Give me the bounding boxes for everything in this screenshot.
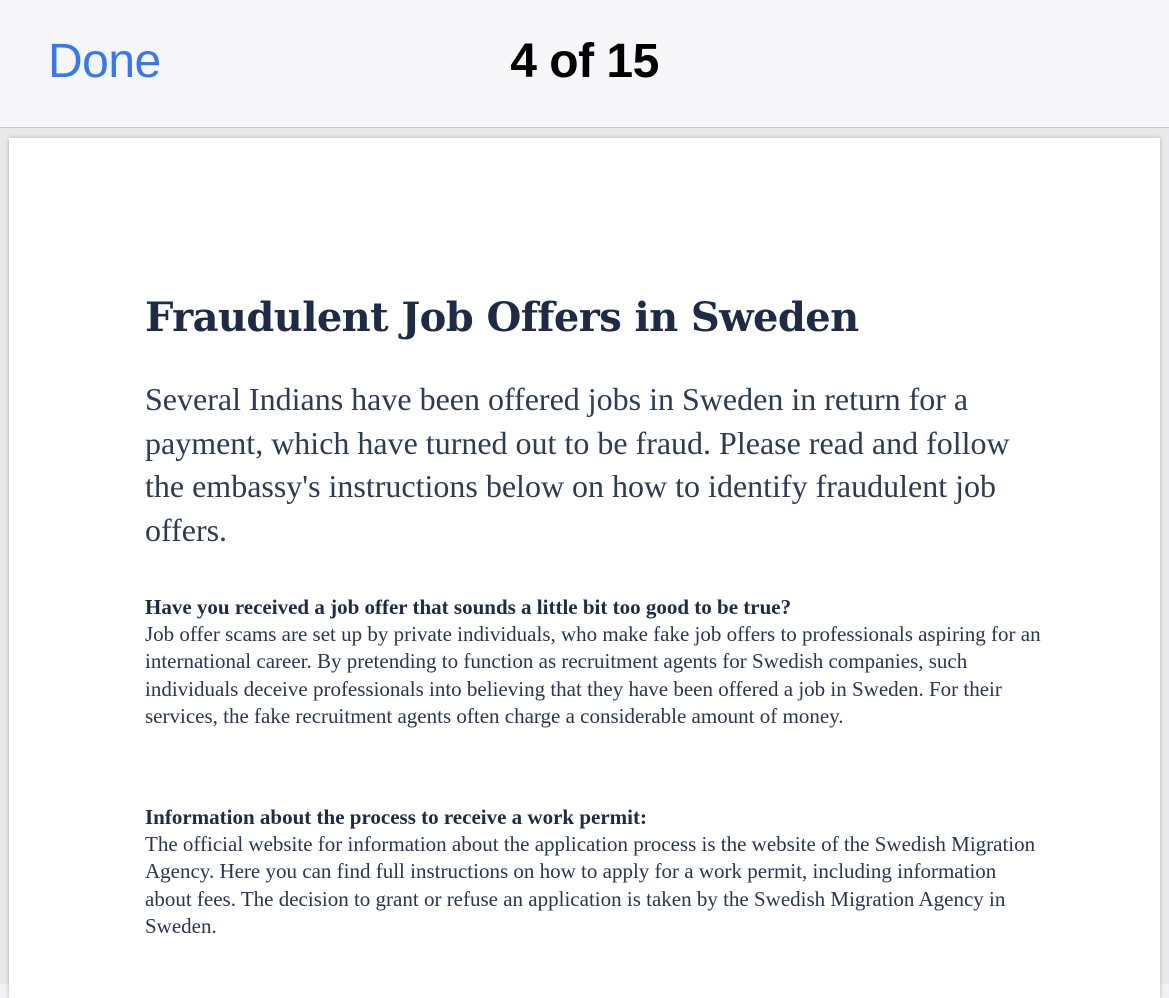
document-page <box>9 138 1160 998</box>
section-heading: Have you received a job offer that sounds a little bit too good to be true? <box>145 595 792 619</box>
document-viewer[interactable] <box>0 128 1169 984</box>
page-counter: 4 of 15 <box>510 35 659 88</box>
section-body: Job offer scams are set up by private individuals, who make fake job offers to professionals aspiring for an international career. By pretending to function as recruitment agents for Swedish companies, such individuals deceive professionals into believing that they have been offered a job in Sweden. For their services, the fake recruitment agents often charge a considerable amount of money. <box>145 622 1041 728</box>
navigation-bar <box>0 0 1169 128</box>
section-job-offer-warning <box>145 594 1045 730</box>
section-heading: Information about the process to receive a work permit: <box>145 805 647 829</box>
intro-paragraph: Several Indians have been offered jobs in Sweden in return for a payment, which have turned out to be fraud. Please read and follow the embassy's instructions below on how to identify fraudulent job offers. <box>145 381 1010 548</box>
section-body: The official website for information about the application process is the website of the Swedish Migration Agency. Here you can find full instructions on how to apply for a work permit, including information about fees. The decision to grant or refuse an application is taken by the Swedish Migration Agency in Sweden. <box>145 832 1036 938</box>
done-button[interactable]: Done <box>48 35 161 88</box>
document-title: Fraudulent Job Offers in Sweden <box>145 294 859 341</box>
section-work-permit-info <box>145 804 1045 940</box>
